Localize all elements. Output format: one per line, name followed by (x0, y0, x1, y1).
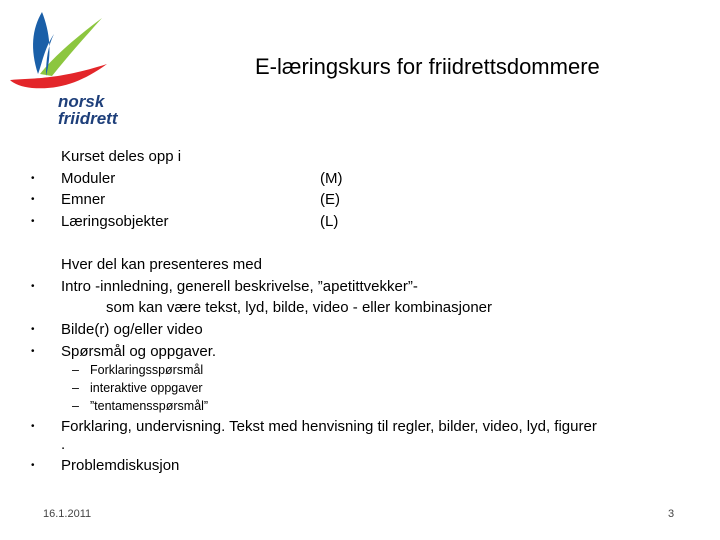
section1-code-l: (L) (320, 213, 339, 230)
section1-code-e: (E) (320, 191, 340, 208)
subitem-forklaringssporsmal: Forklaringsspørsmål (90, 363, 204, 377)
bullet: • (31, 216, 35, 227)
dash: – (72, 399, 79, 413)
bullet: • (31, 421, 35, 432)
section1-heading: Kurset deles opp i (61, 148, 182, 165)
section2-item-forklaring-cont: . (61, 436, 66, 453)
section2-intro-line2: som kan være tekst, lyd, bilde, video - eller kombinasjoner (106, 299, 493, 316)
slide-title: E-læringskurs for friidrettsdommere (255, 54, 600, 79)
section2-heading: Hver del kan presenteres med (61, 256, 262, 273)
section1-code-m: (M) (320, 170, 343, 187)
norsk-friidrett-logo (2, 4, 132, 129)
section2-intro-line1: Intro -innledning, generell beskrivelse, ”apetittvekker”- (61, 278, 418, 295)
bullet: • (31, 324, 35, 335)
logo-text-norsk: norsk (58, 92, 105, 111)
logo-graphic (2, 4, 132, 129)
bullet: • (31, 346, 35, 357)
subitem-interaktive-oppgaver: interaktive oppgaver (90, 381, 203, 395)
section1-item-moduler: Moduler (61, 170, 116, 187)
section2-item-sporsmal: Spørsmål og oppgaver. (61, 343, 217, 360)
logo-text-friidrett: friidrett (58, 109, 118, 128)
subitem (72, 362, 203, 380)
section1-item-emner: Emner (61, 191, 106, 208)
section2-item-problemdiskusjon: Problemdiskusjon (61, 457, 180, 474)
bullet: • (31, 281, 35, 292)
bullet: • (31, 460, 35, 471)
dash: – (72, 381, 79, 395)
section1-item-laeringsobjekter: Læringsobjekter (61, 213, 169, 230)
subitem-tentamenssporsmal: ”tentamensspørsmål” (90, 399, 209, 413)
page-number: 3 (668, 508, 675, 520)
bullet: • (31, 194, 35, 205)
subitem (72, 398, 208, 416)
subitem (72, 380, 203, 398)
footer-date: 16.1.2011 (43, 508, 92, 520)
dash: – (72, 363, 79, 377)
bullet: • (31, 173, 35, 184)
section2-item-bilde: Bilde(r) og/eller video (61, 321, 203, 338)
section2-item-forklaring: Forklaring, undervisning. Tekst med henvisning til regler, bilder, video, lyd, figurer (61, 418, 597, 435)
